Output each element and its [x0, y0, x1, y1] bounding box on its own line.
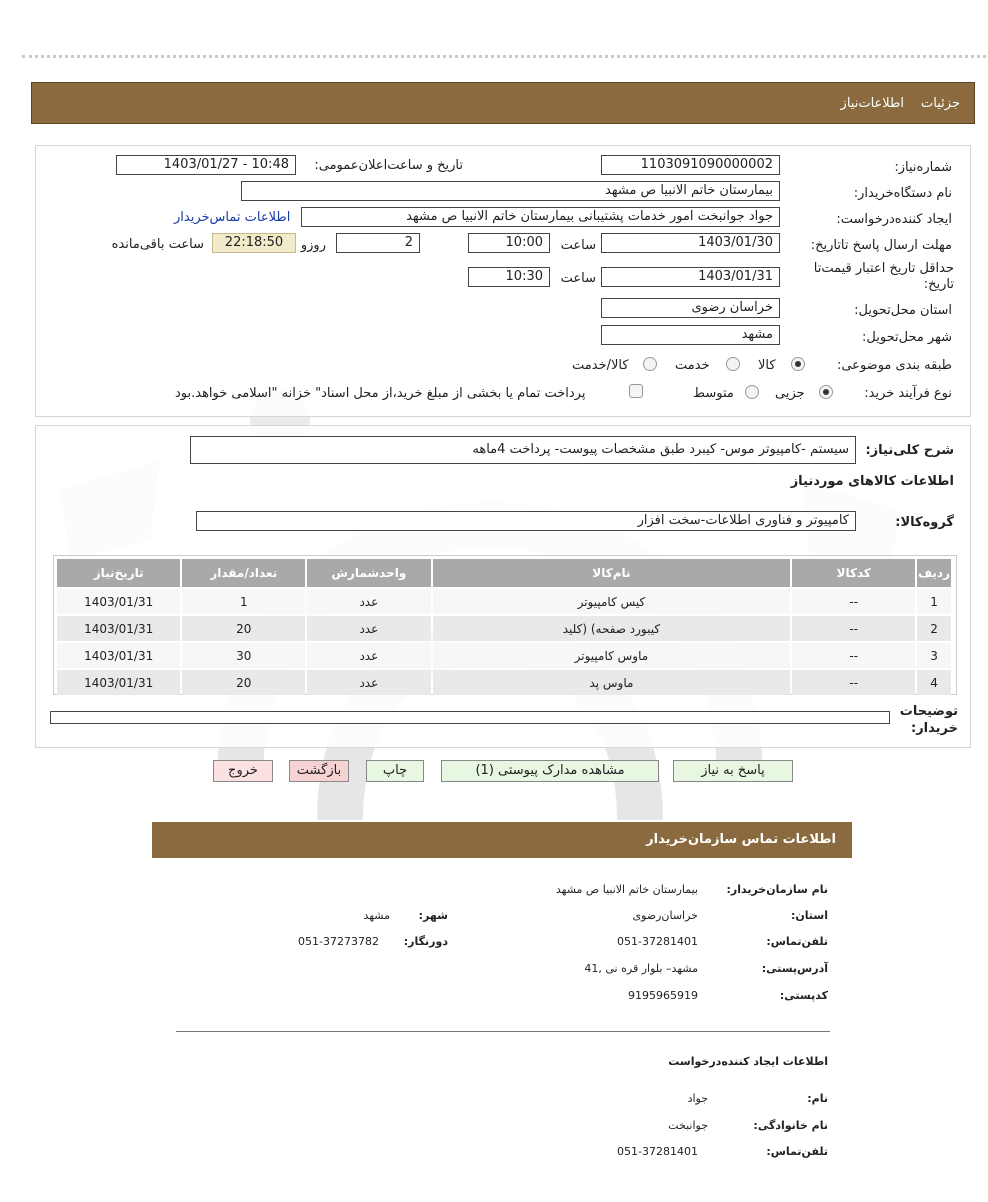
description-label: شرح کلی‌نیاز: — [865, 443, 954, 458]
cell-code: -- — [792, 643, 915, 668]
creator-family-label: نام خانوادگی: — [753, 1119, 828, 1132]
radio-medium[interactable] — [745, 385, 759, 399]
city-label: شهر محل‌تحویل: — [862, 330, 952, 345]
cell-qty: 20 — [182, 670, 305, 695]
table-header-row — [57, 559, 951, 587]
buyer-notes-label: توضیحات خریدار: — [899, 704, 958, 736]
cell-unit: عدد — [307, 616, 430, 641]
cell-date: 1403/01/31 — [57, 643, 180, 668]
items-table — [55, 557, 953, 697]
send-time-field: 10:00 — [468, 233, 550, 253]
contact-province-label: استان: — [791, 909, 828, 922]
validity-label: حداقل تاریخ اعتبار قیمت‌تا تاریخ: — [813, 261, 954, 292]
radio-partial-label: جزیی — [775, 386, 805, 401]
creator-label: ایجاد کننده‌درخواست: — [836, 212, 952, 227]
contact-postal-value: 9195965919 — [628, 989, 698, 1002]
city-field: مشهد — [601, 325, 780, 345]
col-name: نام‌کالا — [433, 559, 791, 587]
cell-code: -- — [792, 616, 915, 641]
tab-need-info[interactable]: اطلاعات‌نیاز — [840, 96, 904, 111]
days-label: روزو — [300, 238, 326, 253]
col-code: کدکالا — [792, 559, 915, 587]
contact-title: اطلاعات تماس سازمان‌خریدار — [646, 832, 836, 847]
contact-header — [152, 822, 852, 858]
cell-code: -- — [792, 589, 915, 614]
table-row — [57, 589, 951, 614]
treasury-payment-note: پرداخت تمام یا بخشی از مبلغ خرید،از محل اسناد" خزانه "اسلامی خواهد.بود — [175, 386, 586, 401]
send-time-label: ساعت — [560, 238, 596, 253]
radio-goods[interactable] — [791, 357, 805, 371]
cell-name: کیس کامپیوتر — [433, 589, 791, 614]
creator-field: جواد جوانبخت امور خدمات پشتیبانی بیمارستان خاتم الانبیا ص مشهد — [301, 207, 780, 227]
reply-button[interactable]: پاسخ به نیاز — [673, 760, 793, 782]
remaining-timer: 22:18:50 — [212, 233, 296, 253]
creator-family-value: جوانبخت — [668, 1119, 708, 1132]
cell-row: 3 — [917, 643, 951, 668]
top-divider — [22, 55, 986, 58]
radio-goods-label: کالا — [758, 358, 776, 373]
creator-info-title: اطلاعات ایجاد کننده‌درخواست — [668, 1055, 828, 1068]
view-attachments-button[interactable]: مشاهده مدارک پیوستی (1) — [441, 760, 659, 782]
province-label: استان محل‌تحویل: — [854, 303, 952, 318]
buyer-org-label: نام دستگاه‌خریدار: — [853, 186, 952, 201]
contact-postal-label: کدپستی: — [779, 989, 828, 1002]
group-field: کامپیوتر و فناوری اطلاعات-سخت افزار — [196, 511, 856, 531]
cell-unit: عدد — [307, 643, 430, 668]
cell-name: کیبورد صفحه) (کلید — [433, 616, 791, 641]
radio-service-label: خدمت — [675, 358, 710, 373]
col-row: ردیف — [917, 559, 951, 587]
contact-province-value: خراسان‌رضوی — [632, 909, 698, 922]
exit-button[interactable]: خروج — [213, 760, 273, 782]
radio-medium-label: متوسط — [693, 386, 734, 401]
radio-service[interactable] — [726, 357, 740, 371]
process-label: نوع فرآیند خرید: — [864, 386, 952, 401]
contact-divider — [176, 1031, 830, 1032]
table-row — [57, 616, 951, 641]
cell-date: 1403/01/31 — [57, 670, 180, 695]
radio-goods-service[interactable] — [643, 357, 657, 371]
org-name-label: نام سازمان‌خریدار: — [726, 883, 828, 896]
col-qty: تعداد/مقدار — [182, 559, 305, 587]
cell-qty: 20 — [182, 616, 305, 641]
cell-row: 4 — [917, 670, 951, 695]
description-field: سیستم -کامپیوتر موس- کیبرد طبق مشخصات پیوست- پرداخت 4ماهه — [190, 436, 856, 464]
col-unit: واحدشمارش — [307, 559, 430, 587]
contact-fax-label: دورنگار: — [403, 935, 448, 948]
remaining-label: ساعت باقی‌مانده — [111, 237, 204, 252]
table-row — [57, 643, 951, 668]
print-button[interactable]: چاپ — [366, 760, 424, 782]
org-name-value: بیمارستان خاتم الانبیا ص مشهد — [555, 883, 698, 896]
cell-row: 1 — [917, 589, 951, 614]
need-number-label: شماره‌نیاز: — [894, 160, 952, 175]
announce-field: 1403/01/27 - 10:48 — [116, 155, 296, 175]
buyer-notes-field — [50, 711, 890, 724]
send-deadline-label: مهلت ارسال پاسخ تا‌تاریخ: — [810, 238, 952, 253]
cell-name: ماوس کامپیوتر — [433, 643, 791, 668]
creator-name-label: نام: — [807, 1092, 828, 1105]
validity-time-label: ساعت — [560, 271, 596, 286]
cell-qty: 30 — [182, 643, 305, 668]
need-number-field: 1103091090000002 — [601, 155, 780, 175]
group-label: گروه‌کالا: — [895, 515, 954, 530]
send-date-field: 1403/01/30 — [601, 233, 780, 253]
announce-label: تاریخ و ساعت‌اعلان‌عمومی: — [314, 158, 463, 173]
category-label: طبقه بندی موضوعی: — [836, 358, 952, 373]
radio-goods-service-label: کالا/خدمت — [572, 358, 629, 373]
contact-address-label: آدرس‌پستی: — [761, 962, 828, 975]
cell-date: 1403/01/31 — [57, 589, 180, 614]
cell-qty: 1 — [182, 589, 305, 614]
tab-details[interactable]: جزئیات — [921, 96, 960, 111]
goods-info-title: اطلاعات کالاهای موردنیاز — [790, 474, 954, 489]
cell-unit: عدد — [307, 670, 430, 695]
validity-date-field: 1403/01/31 — [601, 267, 780, 287]
contact-fax-value: 051-37273782 — [298, 935, 379, 948]
contact-address-value: مشهد– بلوار قره نی ,41 — [584, 962, 698, 975]
creator-phone-value: 051-37281401 — [617, 1145, 698, 1158]
creator-name-value: جواد — [687, 1092, 708, 1105]
buyer-org-field: بیمارستان خاتم الانبیا ص مشهد — [241, 181, 780, 201]
treasury-payment-checkbox[interactable] — [629, 384, 643, 398]
page-header — [31, 82, 975, 124]
cell-code: -- — [792, 670, 915, 695]
contact-phone-label: تلفن‌تماس: — [766, 935, 828, 948]
creator-phone-label: تلفن‌تماس: — [766, 1145, 828, 1158]
radio-partial[interactable] — [819, 385, 833, 399]
contact-phone-value: 051-37281401 — [617, 935, 698, 948]
cell-name: ماوس پد — [433, 670, 791, 695]
back-button[interactable]: بازگشت — [289, 760, 349, 782]
validity-time-field: 10:30 — [468, 267, 550, 287]
cell-date: 1403/01/31 — [57, 616, 180, 641]
province-field: خراسان رضوی — [601, 298, 780, 318]
cell-row: 2 — [917, 616, 951, 641]
days-field: 2 — [336, 233, 420, 253]
col-date: تاریخ‌نیاز — [57, 559, 180, 587]
buyer-contact-link[interactable]: اطلاعات تماس‌خریدار — [174, 210, 291, 225]
cell-unit: عدد — [307, 589, 430, 614]
contact-city-label: شهر: — [418, 909, 448, 922]
contact-city-value: مشهد — [363, 909, 390, 922]
table-row — [57, 670, 951, 695]
